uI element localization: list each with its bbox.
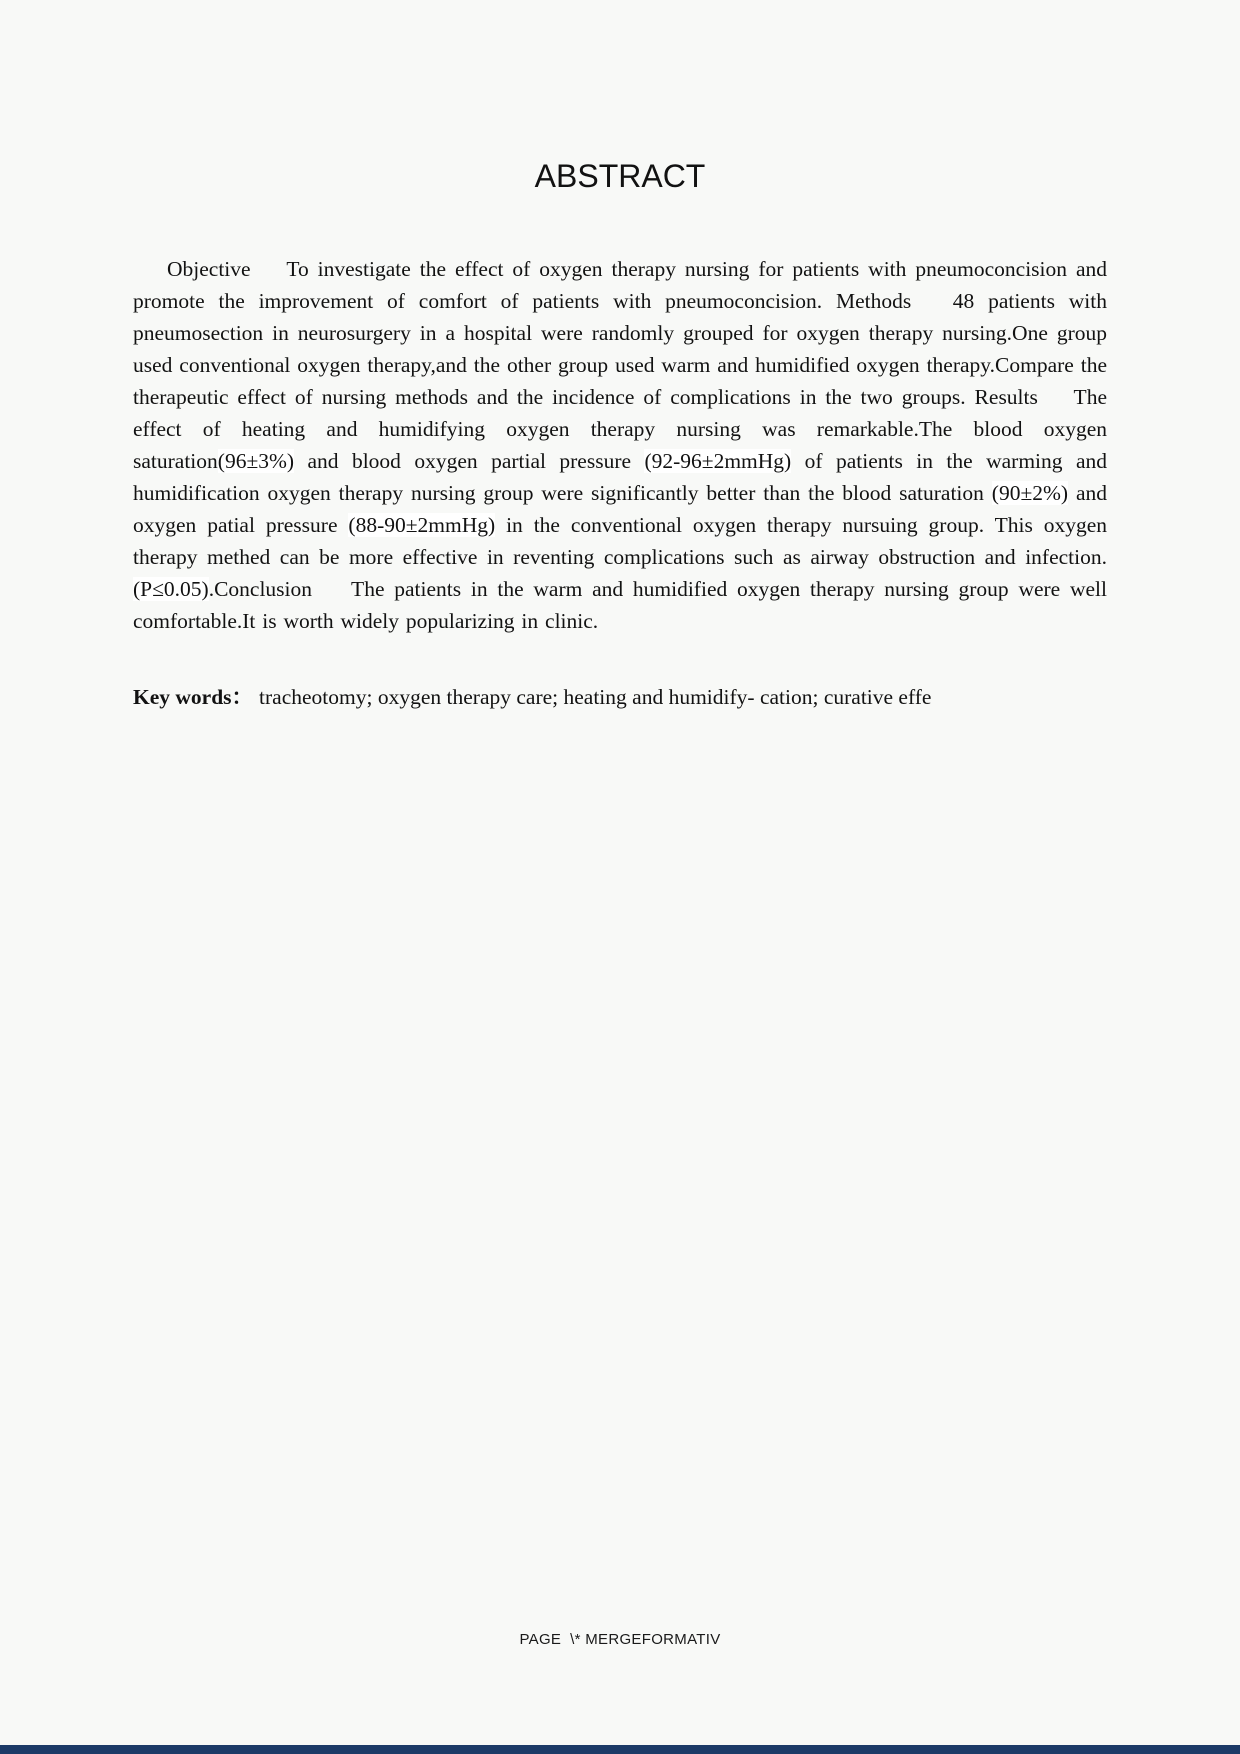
abstract-paragraph	[133, 253, 1107, 637]
stat-highlight: (90±2%)	[991, 481, 1069, 505]
stat-highlight: (P≤0.05)	[133, 577, 209, 601]
page-number-field: PAGE \* MERGEFORMATIV	[519, 1631, 721, 1648]
stat-highlight: (92-96±2mmHg)	[644, 449, 792, 473]
keywords-label: Key words：	[133, 685, 254, 709]
abstract-text: .Conclusion The patients in the warm and humidified oxygen therapy nursing group were well comfortable.It is worth widely popularizing in clinic.	[133, 577, 1107, 633]
abstract-text: of patients in the warming and humidification oxygen therapy nursing group were significantly better than the blood saturation	[133, 449, 1107, 505]
page-footer	[0, 1630, 1240, 1650]
abstract-text: and oxygen patial pressure	[133, 481, 1107, 537]
stat-highlight: (96±3%)	[217, 449, 295, 473]
bottom-bar	[0, 1745, 1240, 1754]
abstract-text: in the conventional oxygen therapy nursuing group. This oxygen therapy methed can be more effective in reventing complications such as airway obstruction and infection.	[133, 513, 1108, 569]
page-title: ABSTRACT	[534, 158, 706, 194]
abstract-text: and blood oxygen partial pressure	[294, 449, 645, 473]
keywords-text: tracheotomy; oxygen therapy care; heating and humidify- cation; curative effe	[259, 685, 932, 709]
keywords-line	[133, 681, 1107, 713]
abstract-text: Objective To investigate the effect of oxygen therapy nursing for patients with pneumoconcision and promote the improvement of comfort of patients with pneumoconcision. Methods 48 patients with pneumosection in neurosurgery in a hospital were randomly grouped for oxygen therapy nursing.One group used conventional oxygen therapy,and the other group used warm and humidified oxygen therapy.Compare the therapeutic effect of nursing methods and the incidence of complications in the two groups. Results The effect of heating and humidifying oxygen therapy nursing was remarkable.The blood oxygen saturation	[133, 257, 1107, 473]
stat-highlight: (88-90±2mmHg)	[348, 513, 496, 537]
page-content	[0, 0, 1240, 713]
